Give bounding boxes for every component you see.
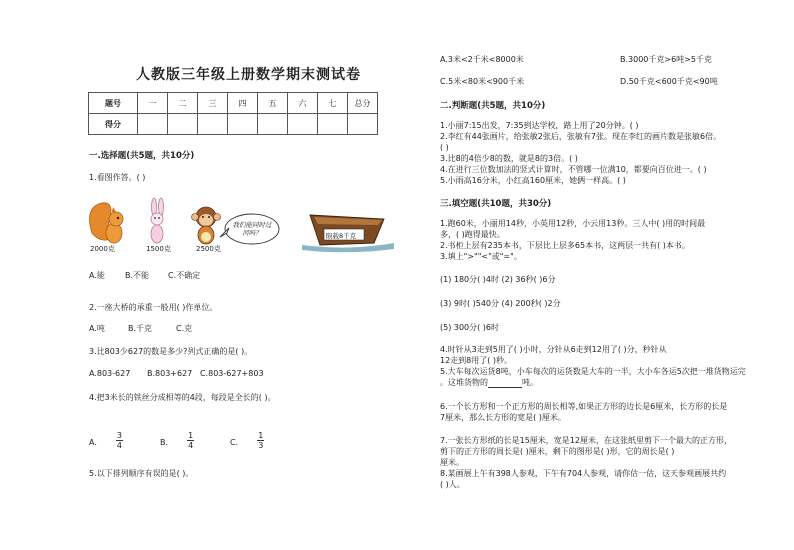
- fill-3: 3.填上">""<"或"="。: [440, 252, 522, 261]
- monkey-weight: 2500克: [196, 245, 221, 253]
- score-table-header-cell: 四: [228, 93, 258, 114]
- judge-item-3: 3.比8的4倍少8的数，就是8的3倍。( ): [440, 154, 578, 163]
- fill-6-line-2: 7厘米，那么长方形的宽是( )厘米。: [440, 413, 566, 422]
- section-judge-heading: 二.判断题(共5题，共10分): [440, 101, 546, 111]
- fill-4-line-1: 4.时针从3走到5用了( )小时，分针从6走到12用了( )分，秒针从: [440, 345, 667, 354]
- fill-6-line-1: 6.一个长方形和一个正方形的周长相等,如果正方形的边长是6厘米，长方形的长是: [440, 402, 728, 411]
- q4-option-b-fraction: [187, 431, 194, 450]
- q4-option-b[interactable]: [160, 430, 194, 450]
- judge-item-2-bracket: ( ): [440, 143, 449, 152]
- judge-item-2: 2.李红有44张画片，给张敏2张后，张敏有7张。现在李红的画片数是张敏6倍。: [440, 132, 722, 141]
- squirrel-icon: [90, 203, 123, 243]
- fill-3-row-1: (1) 180分( )4时 (2) 36秒( )6分: [440, 275, 556, 284]
- fraction-numerator: 1: [188, 431, 194, 440]
- q5-option-d[interactable]: D.50千克<600千克<90吨: [620, 77, 718, 86]
- fill-5-line-2: [440, 377, 538, 388]
- fill-8-line-2: ( )人。: [440, 480, 465, 489]
- fill-5-line-1: 5.大车每次运货8吨，小车每次的运货数是大车的一半，大小车各运5次把一堆货物运完: [440, 367, 746, 376]
- q5-option-b[interactable]: B.3000千克>6吨>5千克: [620, 55, 712, 64]
- q2-option-a[interactable]: A.吨: [89, 324, 105, 333]
- score-table-header-cell: 总分: [348, 93, 378, 114]
- score-table-header-cell: 七: [318, 93, 348, 114]
- question-1: 1.看图作答。( ): [89, 173, 146, 182]
- fill-1-line-2: 多，( )跑得最快。: [440, 230, 505, 239]
- judge-item-5: 5.小雨高16分米，小红高160厘米，她俩一样高。( ): [440, 176, 626, 185]
- score-table-header-cell: 题号: [89, 93, 138, 114]
- score-table-header-cell: 一: [138, 93, 168, 114]
- q3-option-a[interactable]: A.803-627: [89, 369, 131, 378]
- q4-option-c[interactable]: [230, 430, 264, 450]
- q1-illustration: [88, 195, 398, 260]
- fill-3-row-2: (3) 9时( )540分 (4) 200秒( )2分: [440, 299, 561, 308]
- score-row-label: 得分: [89, 114, 138, 135]
- fill-8-line-1: 8.某画展上午有398人参观，下午有704人参观，请你估一估，这天参观画展共约: [440, 469, 727, 478]
- exam-title: 人教版三年级上册数学期末测试卷: [136, 67, 361, 83]
- score-table: [88, 92, 378, 135]
- q1-option-a[interactable]: A.能: [89, 271, 105, 280]
- q4-option-a-label: A.: [89, 438, 97, 447]
- rabbit-weight: 1500克: [146, 245, 171, 253]
- fill-4-line-2: 12走到8用了( )秒。: [440, 356, 513, 365]
- score-table-header-cell: 五: [258, 93, 288, 114]
- fill-7-line-2: 剪下的正方形的周长是( )厘米，剩下的图形是( )形，它的周长是( ): [440, 447, 675, 456]
- fraction-denominator: 4: [188, 441, 194, 450]
- q5-option-a[interactable]: A.3米<2千米<8000米: [440, 55, 524, 64]
- score-table-header-cell: 二: [168, 93, 198, 114]
- q3-option-b[interactable]: B.803+627: [147, 369, 193, 378]
- question-2: 2.一座大桥的承重一般用( )作单位。: [89, 303, 218, 312]
- score-cell[interactable]: [168, 114, 198, 135]
- judge-item-1: 1.小丽7:15出发，7:35到达学校，路上用了20分钟。( ): [440, 121, 639, 130]
- score-cell[interactable]: [258, 114, 288, 135]
- score-table-header-cell: 三: [198, 93, 228, 114]
- fill-5-text-b: 吨。: [522, 378, 538, 387]
- q2-option-c[interactable]: C.克: [176, 324, 193, 333]
- q3-option-c[interactable]: C.803-627+803: [200, 369, 264, 378]
- fill-5-text-a: 。这堆货物的: [440, 378, 488, 387]
- fill-2: 2.书柜上层有235本书，下层比上层多65本书，这两层一共有( )本书。: [440, 241, 690, 250]
- score-cell[interactable]: [348, 114, 378, 135]
- q4-option-c-label: C.: [230, 438, 239, 447]
- fraction-denominator: 3: [258, 441, 264, 450]
- score-table-header-cell: 六: [288, 93, 318, 114]
- question-5: 5.以下排列顺序有误的是( )。: [89, 469, 194, 478]
- score-cell[interactable]: [198, 114, 228, 135]
- q4-option-b-label: B.: [160, 438, 169, 447]
- q1-option-b[interactable]: B.不能: [125, 271, 150, 280]
- section-fill-heading: 三.填空题(共10题，共30分): [440, 199, 552, 209]
- score-cell[interactable]: [318, 114, 348, 135]
- score-cell[interactable]: [228, 114, 258, 135]
- q4-option-c-fraction: [257, 431, 264, 450]
- rabbit-icon: [151, 198, 164, 243]
- speech-bubble-text: 我们能同时过河吗？: [232, 221, 272, 237]
- q4-option-a[interactable]: [89, 430, 123, 450]
- question-3: 3.比803少627的数是多少?列式正确的是( )。: [89, 347, 253, 356]
- fraction-numerator: 1: [258, 431, 264, 440]
- fill-7-line-3: 厘米。: [440, 458, 464, 467]
- score-cell[interactable]: [138, 114, 168, 135]
- q5-option-c[interactable]: C.5米<80米<900千米: [440, 77, 525, 86]
- judge-item-4: 4.在进行三位数加法的竖式计算时，不管哪一位满10，都要向百位进一。( ): [440, 165, 707, 174]
- fill-3-row-3: (5) 300分( )6时: [440, 323, 500, 332]
- score-table-header-row: [89, 93, 378, 114]
- score-table-score-row: [89, 114, 378, 135]
- fill-5-blank[interactable]: [488, 379, 522, 388]
- section-choice-heading: 一.选择题(共5题，共10分): [89, 151, 195, 161]
- q1-option-c[interactable]: C.不确定: [168, 271, 201, 280]
- q4-option-a-fraction: [116, 431, 123, 450]
- score-cell[interactable]: [288, 114, 318, 135]
- fill-7-line-1: 7.一张长方形纸的长是15厘米，宽是12厘米，在这张纸里剪下一个最大的正方形，: [440, 436, 732, 445]
- fraction-denominator: 4: [116, 441, 123, 450]
- boat-load-limit: 限载8千克: [326, 232, 357, 240]
- squirrel-weight: 2000克: [90, 245, 115, 253]
- question-4: 4.把3米长的铁丝分成相等的4段，每段是全长的( )。: [89, 393, 276, 402]
- monkey-icon: [192, 207, 221, 244]
- fraction-numerator: 3: [116, 431, 123, 440]
- q2-option-b[interactable]: B.千克: [128, 324, 153, 333]
- fill-1-line-1: 1.跑60米，小丽用14秒，小英用12秒，小云用13秒。三人中( )用的时间最: [440, 219, 706, 228]
